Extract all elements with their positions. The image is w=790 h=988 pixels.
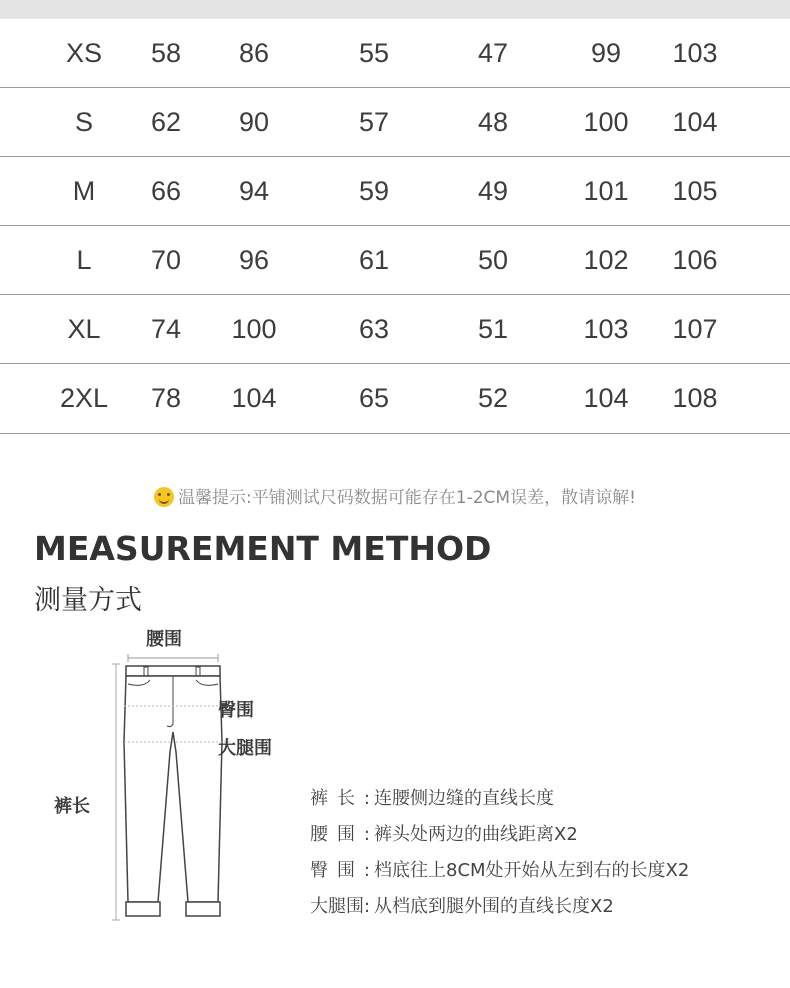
- size-cell: XS: [65, 37, 103, 68]
- size-cell: XL: [67, 313, 101, 344]
- value-cell: 102: [583, 244, 629, 275]
- value-cell: 49: [477, 175, 509, 206]
- diagram-label-hip: 臀围: [218, 700, 254, 721]
- value-cell: 59: [358, 175, 390, 206]
- pants-illustration: [40, 622, 310, 932]
- legend-text: 从档底到腿外围的直线长度X2: [374, 896, 614, 917]
- table-row: [0, 19, 790, 88]
- value-cell: 100: [583, 106, 629, 137]
- diagram-label-length: 裤长: [54, 796, 90, 817]
- table-row: [0, 295, 790, 364]
- value-cell: 48: [477, 106, 509, 137]
- legend-item: [310, 820, 689, 856]
- size-cell: 2XL: [59, 383, 109, 413]
- value-cell: 78: [150, 383, 182, 413]
- legend-key: 大腿围:: [310, 896, 371, 917]
- legend-text: 裤头处两边的曲线距离X2: [374, 824, 578, 845]
- value-cell: 57: [358, 106, 390, 137]
- value-cell: 51: [477, 313, 509, 344]
- tip-note: [0, 483, 790, 508]
- measurement-title-cn: 测量方式: [34, 585, 142, 616]
- value-cell: 50: [477, 244, 509, 275]
- measurement-legend: [310, 784, 689, 928]
- value-cell: 55: [358, 37, 390, 68]
- size-table: [0, 19, 790, 434]
- value-cell: 101: [583, 175, 629, 206]
- value-cell: 104: [583, 383, 629, 413]
- table-row: [0, 157, 790, 226]
- smile-emoji-icon: [154, 487, 174, 507]
- diagram-label-thigh: 大腿围: [218, 738, 272, 759]
- value-cell: 106: [672, 244, 718, 275]
- value-cell: 70: [150, 244, 182, 275]
- value-cell: 58: [150, 37, 182, 68]
- legend-item: [310, 892, 689, 928]
- table-row: [0, 88, 790, 157]
- size-cell: S: [74, 106, 93, 137]
- value-cell: 104: [672, 106, 718, 137]
- value-cell: 94: [238, 175, 270, 206]
- value-cell: 96: [238, 244, 270, 275]
- value-cell: 61: [358, 244, 390, 275]
- value-cell: 74: [150, 313, 182, 344]
- legend-key: 腰围:: [310, 824, 370, 845]
- value-cell: 66: [150, 175, 182, 206]
- value-cell: 103: [583, 313, 629, 344]
- top-band: [0, 0, 790, 19]
- value-cell: 52: [477, 383, 509, 413]
- value-cell: 100: [231, 313, 277, 344]
- size-cell: M: [72, 175, 96, 206]
- diagram-label-waist: 腰围: [146, 629, 182, 650]
- value-cell: 103: [672, 37, 718, 68]
- pants-diagram: [40, 622, 310, 932]
- value-cell: 104: [231, 383, 277, 413]
- table-row: [0, 226, 790, 295]
- value-cell: 47: [477, 37, 509, 68]
- legend-item: [310, 856, 689, 892]
- table-row: [0, 364, 790, 434]
- tip-text: 温馨提示:平铺测试尺码数据可能存在1-2CM误差，散请谅解!: [178, 488, 636, 508]
- value-cell: 65: [358, 383, 390, 413]
- legend-item: [310, 784, 689, 820]
- value-cell: 62: [150, 106, 182, 137]
- measurement-title-en: MEASUREMENT METHOD: [34, 529, 492, 568]
- value-cell: 86: [238, 37, 270, 68]
- value-cell: 90: [238, 106, 270, 137]
- legend-text: 档底往上8CM处开始从左到右的长度X2: [374, 860, 690, 881]
- size-cell: L: [76, 244, 92, 275]
- legend-key: 臀围:: [310, 860, 370, 881]
- value-cell: 63: [358, 313, 390, 344]
- value-cell: 107: [672, 313, 718, 344]
- legend-key: 裤长:: [310, 788, 370, 809]
- value-cell: 99: [590, 37, 622, 68]
- value-cell: 108: [672, 383, 718, 413]
- legend-text: 连腰侧边缝的直线长度: [374, 788, 554, 809]
- value-cell: 105: [672, 175, 718, 206]
